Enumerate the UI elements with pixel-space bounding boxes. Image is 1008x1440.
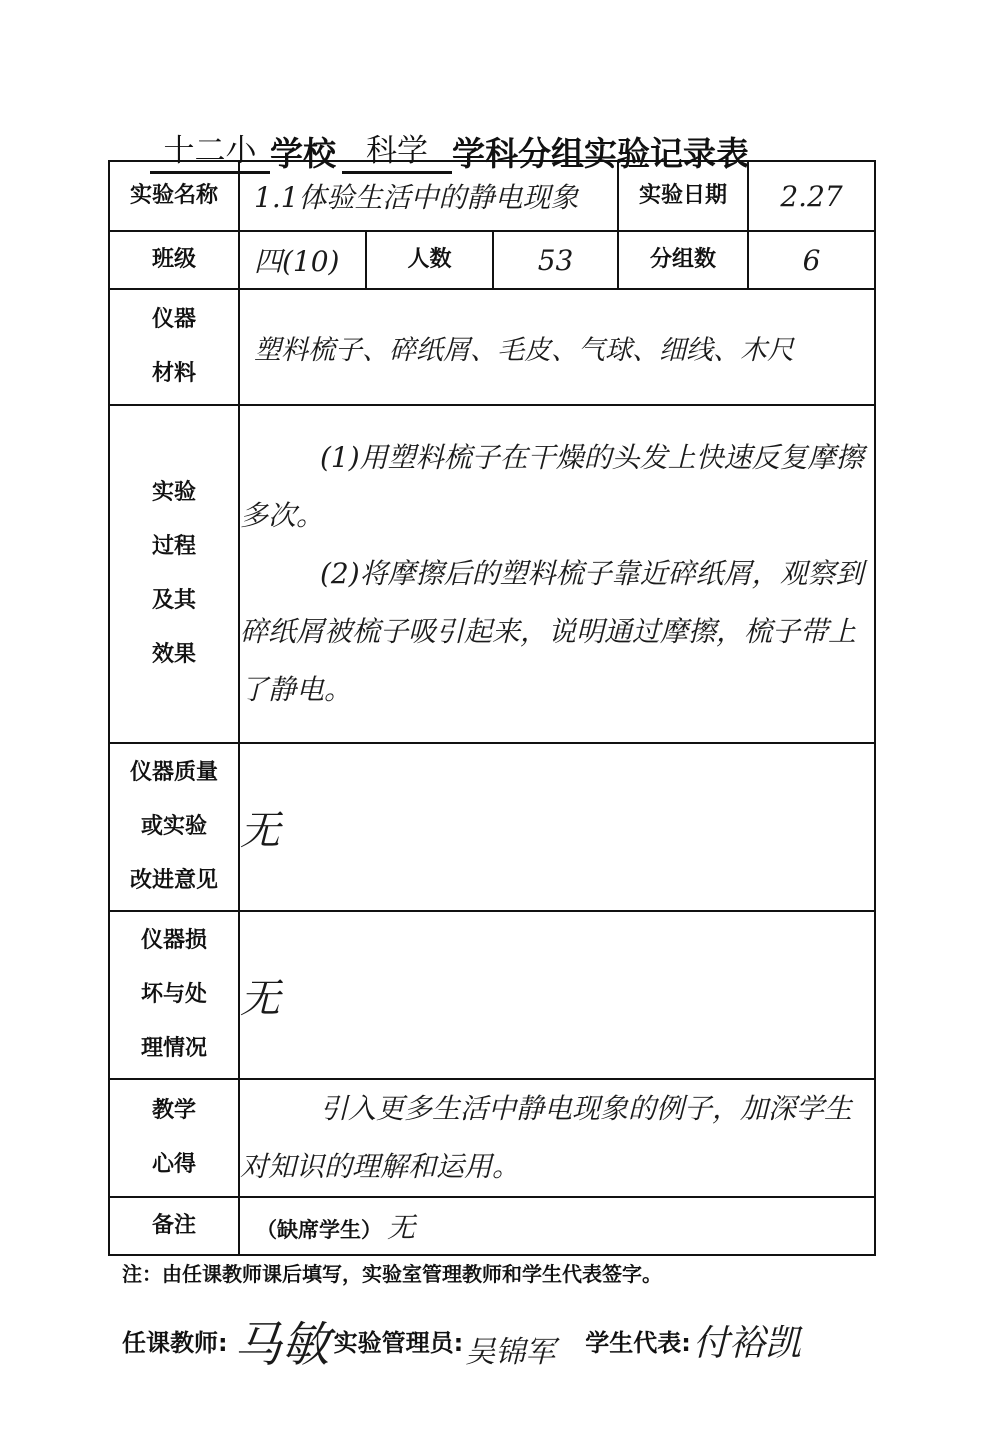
- quality-value: 无: [239, 743, 875, 911]
- count-value: 53: [493, 231, 618, 289]
- absent-students-label: （缺席学生）: [256, 1218, 382, 1242]
- form-name: 学科分组实验记录表: [452, 134, 749, 173]
- process-label-line: 效果: [151, 642, 196, 667]
- rep-label: 学生代表:: [585, 1328, 691, 1357]
- rep-signature: 付裕凯: [692, 1322, 801, 1364]
- damage-label-line: 理情况: [140, 1036, 207, 1061]
- process-label-line: 及其: [151, 588, 196, 613]
- teacher-label: 任课教师:: [122, 1328, 228, 1357]
- row-experiment-name: [109, 161, 875, 231]
- groups-label: 分组数: [618, 231, 748, 289]
- signature-line: [122, 1300, 902, 1380]
- reflection-value: [239, 1079, 875, 1197]
- count-label: 人数: [366, 231, 493, 289]
- class-label: 班级: [109, 231, 239, 289]
- reflection-label: [109, 1079, 239, 1197]
- quality-label-line: 或实验: [140, 814, 207, 839]
- reflection-label-line: 心得: [151, 1152, 196, 1177]
- record-table: [108, 160, 876, 1256]
- row-class: [109, 231, 875, 289]
- class-value: 四(10): [239, 231, 366, 289]
- footer-note: 注：由任课教师课后填写，实验室管理教师和学生代表签字。: [122, 1262, 662, 1286]
- process-label-line: 实验: [151, 480, 196, 505]
- reflection-label-line: 教学: [151, 1098, 196, 1123]
- row-remark: [109, 1197, 875, 1255]
- teacher-signature: 马敏: [233, 1316, 330, 1373]
- quality-label-line: 仪器质量: [129, 760, 218, 785]
- process-step-1: (1)用塑料梳子在干燥的头发上快速反复摩擦多次。: [240, 441, 864, 532]
- damage-value: 无: [239, 911, 875, 1079]
- equipment-label-line-1: 仪器: [151, 307, 196, 332]
- damage-label-line: 仪器损: [140, 928, 207, 953]
- absent-students-value: 无: [387, 1211, 416, 1244]
- subject-name: 科学: [342, 131, 452, 174]
- quality-label-line: 改进意见: [129, 868, 218, 893]
- date-value: 2.27: [748, 161, 875, 231]
- row-process: [109, 405, 875, 743]
- damage-label: [109, 911, 239, 1079]
- experiment-name-label: 实验名称: [109, 161, 239, 231]
- admin-signature: 吴锦军: [465, 1335, 556, 1370]
- school-name: 十二小: [150, 131, 270, 174]
- row-reflection: [109, 1079, 875, 1197]
- equipment-label-line-2: 材料: [151, 361, 196, 386]
- quality-label: [109, 743, 239, 911]
- process-value: [239, 405, 875, 743]
- remark-value: [239, 1197, 875, 1255]
- groups-value: 6: [748, 231, 875, 289]
- row-quality: [109, 743, 875, 911]
- experiment-name-value: 1.1体验生活中的静电现象: [239, 161, 618, 231]
- process-label: [109, 405, 239, 743]
- admin-label: 实验管理员:: [333, 1328, 464, 1357]
- process-label-line: 过程: [151, 534, 196, 559]
- row-damage: [109, 911, 875, 1079]
- process-step-2: (2)将摩擦后的塑料梳子靠近碎纸屑，观察到碎纸屑被梳子吸引起来，说明通过摩擦，梳子带上了静电。: [240, 557, 864, 706]
- date-label: 实验日期: [618, 161, 748, 231]
- school-suffix: 学校: [270, 134, 336, 173]
- reflection-text: 引入更多生活中静电现象的例子，加深学生对知识的理解和运用。: [240, 1092, 853, 1183]
- equipment-value: 塑料梳子、碎纸屑、毛皮、气球、细线、木尺: [239, 289, 875, 405]
- damage-label-line: 坏与处: [140, 982, 207, 1007]
- equipment-label: [109, 289, 239, 405]
- remark-label: 备注: [109, 1197, 239, 1255]
- row-equipment: [109, 289, 875, 405]
